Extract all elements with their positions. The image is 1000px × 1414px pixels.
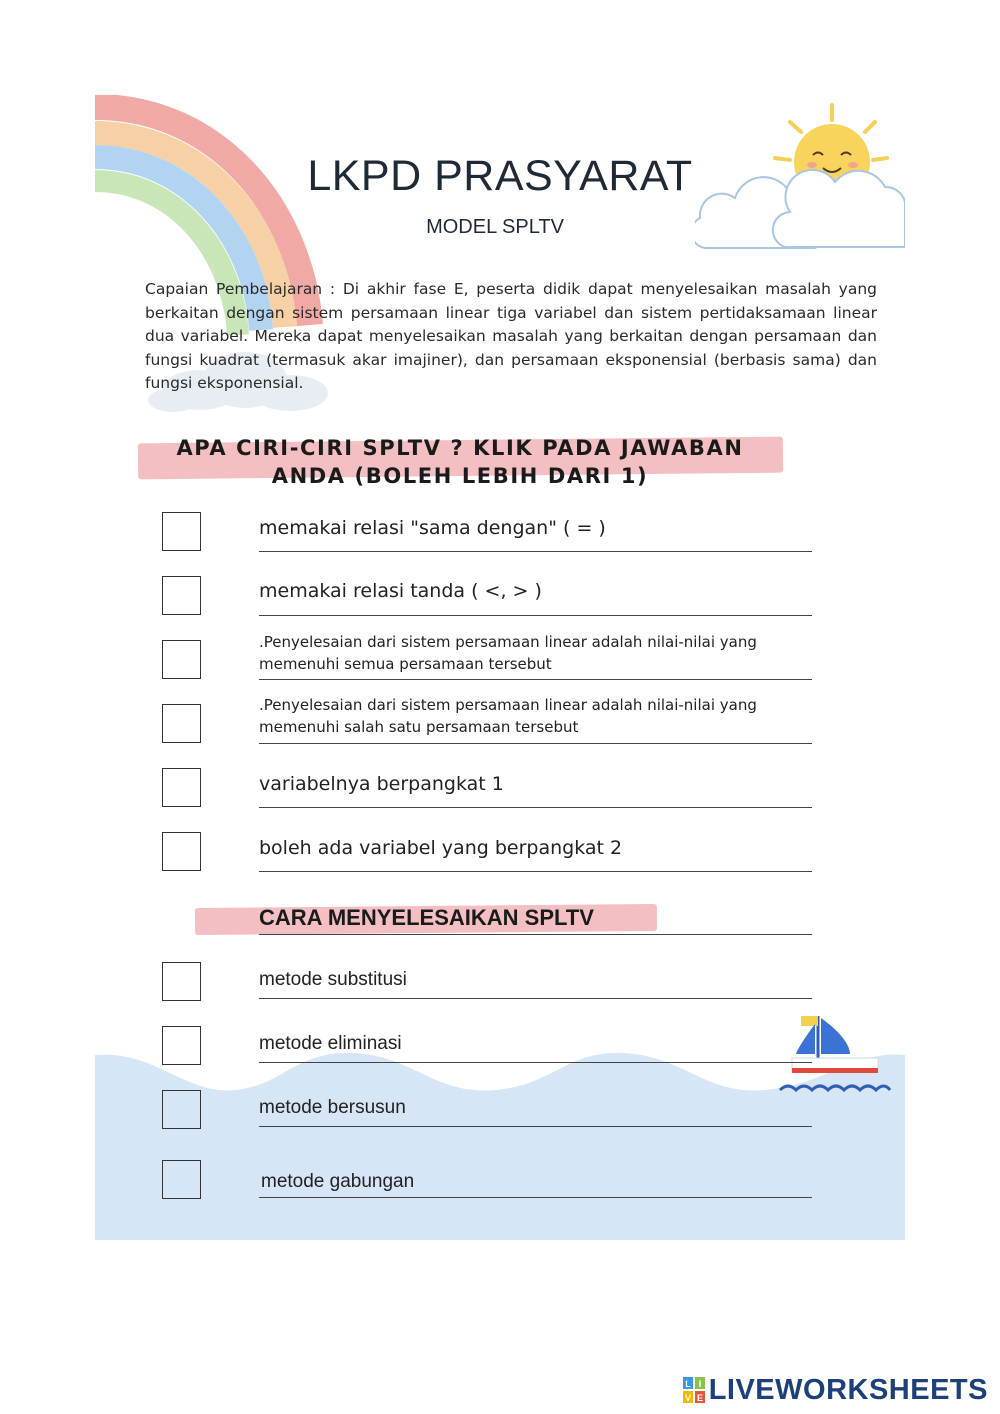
checkbox-ciri-4[interactable] <box>162 704 201 743</box>
question-line-2: ANDA (BOLEH LEBIH DARI 1) <box>271 464 649 488</box>
option-metode-2: metode eliminasi <box>259 1033 812 1063</box>
checkbox-ciri-2[interactable] <box>162 576 201 615</box>
page-title: LKPD PRASYARAT <box>307 152 693 200</box>
logo-letter-i: I <box>698 1379 701 1389</box>
logo-letter-v: V <box>684 1393 691 1403</box>
option-metode-3: metode bersusun <box>259 1097 812 1127</box>
question-line-1: APA CIRI-CIRI SPLTV ? KLIK PADA JAWABAN <box>176 436 744 460</box>
option-ciri-3: .Penyelesaian dari sistem persamaan linear adalah nilai-nilai yang memenuhi semua persamaan tersebut <box>259 631 812 680</box>
liveworksheets-icon <box>683 1377 705 1403</box>
page-subtitle: MODEL SPLTV <box>426 216 564 238</box>
checkbox-metode-1[interactable] <box>162 962 201 1001</box>
checkbox-metode-4[interactable] <box>162 1160 201 1199</box>
liveworksheets-logo[interactable] <box>683 1374 988 1406</box>
option-ciri-4: .Penyelesaian dari sistem persamaan linear adalah nilai-nilai yang memenuhi salah satu persamaan tersebut <box>259 694 812 744</box>
logo-letter-e: E <box>696 1393 703 1403</box>
checkbox-ciri-5[interactable] <box>162 768 201 807</box>
logo-letter-l: L <box>684 1379 691 1389</box>
checkbox-metode-2[interactable] <box>162 1026 201 1065</box>
checkbox-ciri-6[interactable] <box>162 832 201 871</box>
capaian-paragraph: Capaian Pembelajaran : Di akhir fase E, peserta didik dapat menyelesaikan masalah yang berkaitan dengan sistem persamaan linear tiga variabel dan sistem pertidaksamaan linear dua variabel. Mereka dapat menyelesaikan masalah yang berkaitan dengan persamaan dan fungsi kuadrat (termasuk akar imajiner), dan persamaan eksponensial (berbasis sama) dan fungsi eksponensial. <box>145 280 877 392</box>
option-metode-4: metode gabungan <box>259 1171 812 1198</box>
option-ciri-1: memakai relasi "sama dengan" ( = ) <box>259 517 812 552</box>
section-heading: CARA MENYELESAIKAN SPLTV <box>259 905 594 930</box>
option-ciri-5: variabelnya berpangkat 1 <box>259 773 812 808</box>
option-metode-1: metode substitusi <box>259 969 812 999</box>
option-ciri-2: memakai relasi tanda ( <, > ) <box>259 580 812 616</box>
section-divider <box>259 934 812 935</box>
checkbox-ciri-1[interactable] <box>162 512 201 551</box>
question-heading <box>140 434 780 490</box>
brand-name: LIVEWORKSHEETS <box>708 1373 988 1406</box>
option-ciri-6: boleh ada variabel yang berpangkat 2 <box>259 837 812 872</box>
checkbox-ciri-3[interactable] <box>162 640 201 679</box>
checkbox-metode-3[interactable] <box>162 1090 201 1129</box>
